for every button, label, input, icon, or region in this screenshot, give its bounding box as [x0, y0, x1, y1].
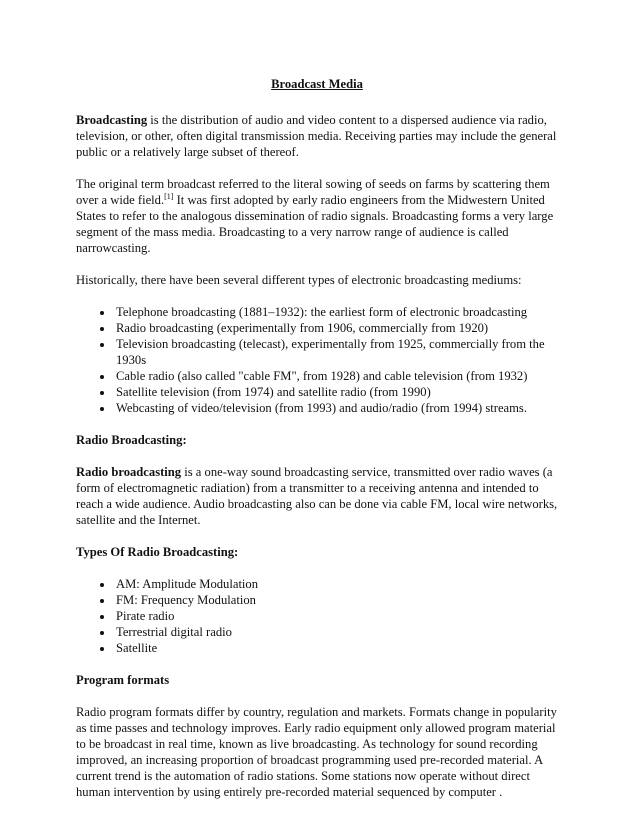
- list-item: • Television broadcasting (telecast), experimentally from 1925, commercially from the 1930s: [114, 336, 558, 368]
- list-item: • Radio broadcasting (experimentally from 1906, commercially from 1920): [114, 320, 558, 336]
- list-item: • Telephone broadcasting (1881–1932): the earliest form of electronic broadcasting: [114, 304, 558, 320]
- list-item: • Satellite television (from 1974) and satellite radio (from 1990): [114, 384, 558, 400]
- list-item: • Pirate radio: [114, 608, 558, 624]
- list-item: • Webcasting of video/television (from 1993) and audio/radio (from 1994) streams.: [114, 400, 558, 416]
- history-list: [76, 304, 558, 416]
- intro-text: is the distribution of audio and video content to a dispersed audience via radio, television, or other, often digital transmission media. Receiving parties may include the general public or a relatively large subset of thereof.: [76, 113, 557, 159]
- list-item: • Satellite: [114, 640, 558, 656]
- intro-term: Broadcasting: [76, 113, 148, 127]
- history-intro: Historically, there have been several different types of electronic broadcasting mediums:: [76, 273, 522, 287]
- document-title: Broadcast Media: [271, 77, 363, 91]
- list-item: • AM: Amplitude Modulation: [114, 576, 558, 592]
- origin-text-2: It was first adopted by early radio engineers from the Midwestern United States to refer to the analogous dissemination of radio signals. Broadcasting forms a very large segment of the mass media. Broadcasting to a very narrow range of audience is called narrowcasting.: [76, 193, 554, 255]
- origin-text-1: The original term broadcast referred to the literal sowing of seeds on farms by scattering them over a wide field.: [76, 177, 550, 207]
- types-heading: Types Of Radio Broadcasting:: [76, 545, 239, 559]
- list-item: • Terrestrial digital radio: [114, 624, 558, 640]
- citation-ref[interactable]: [1]: [164, 191, 174, 201]
- radio-term: Radio broadcasting: [76, 465, 182, 479]
- radio-heading: Radio Broadcasting:: [76, 433, 187, 447]
- radio-text: is a one-way sound broadcasting service, transmitted over radio waves (a form of electromagnetic radiation) from a transmitter to a receiving antenna and intended to reach a wide audience. Audio broadcasting also can be done via cable FM, local wire networks, satellite and the Internet.: [76, 465, 558, 527]
- radio-paragraph: [76, 464, 558, 528]
- origin-paragraph: [76, 176, 558, 256]
- formats-heading: Program formats: [76, 673, 170, 687]
- intro-paragraph: [76, 112, 558, 160]
- formats-paragraph: Radio program formats differ by country, regulation and markets. Formats change in popularity as time passes and technology improves. Early radio equipment only allowed program material to be broadcast in real time, known as live broadcasting. As technology for sound recording improved, an increasing proportion of broadcast programming used pre-recorded material. A current trend is the automation of radio stations. Some stations now operate without direct human intervention by using entirely pre-recorded material sequenced by computer .: [76, 705, 557, 799]
- types-list: [76, 576, 558, 656]
- list-item: • Cable radio (also called "cable FM", from 1928) and cable television (from 1932): [114, 368, 558, 384]
- list-item: • FM: Frequency Modulation: [114, 592, 558, 608]
